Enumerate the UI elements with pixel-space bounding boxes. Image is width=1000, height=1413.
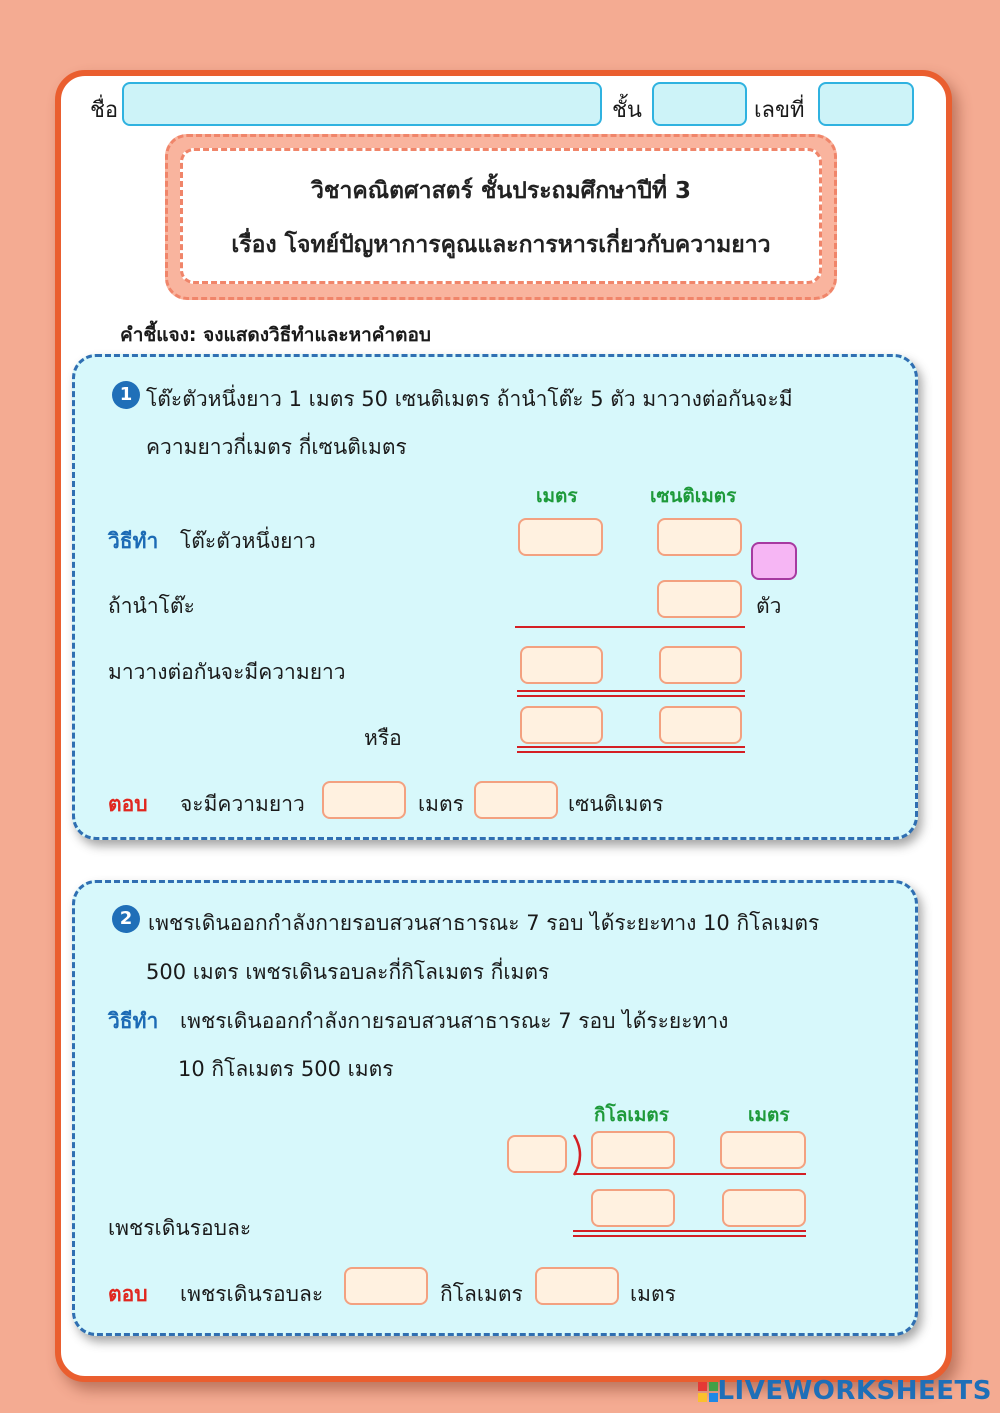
q1-unit-cm-header: เซนติเมตร bbox=[650, 485, 737, 507]
class-input[interactable] bbox=[652, 82, 747, 126]
q1-row4-label: หรือ bbox=[364, 726, 402, 750]
q2-method-label: วิธีทำ bbox=[108, 1009, 159, 1033]
q1-underline bbox=[515, 626, 745, 628]
q1-answer-label: ตอบ bbox=[108, 792, 148, 816]
name-label: ชื่อ bbox=[90, 98, 119, 123]
q2-answer-km-input[interactable] bbox=[344, 1267, 428, 1305]
q2-method-line-1: เพชรเดินออกกำลังกายรอบสวนสาธารณะ 7 รอบ ได้ระยะทาง bbox=[180, 1009, 729, 1033]
q1-alt-cm-input[interactable] bbox=[659, 706, 742, 744]
q2-quotient-meter-input[interactable] bbox=[722, 1189, 806, 1227]
q1-row1-label: โต๊ะตัวหนึ่งยาว bbox=[180, 529, 316, 553]
question-2-box bbox=[72, 880, 918, 1336]
q2-unit-meter-header: เมตร bbox=[748, 1104, 790, 1126]
q2-answer-unit-meter: เมตร bbox=[630, 1282, 676, 1306]
q1-alt-meter-input[interactable] bbox=[520, 706, 603, 744]
q1-unit-meter-header: เมตร bbox=[536, 485, 578, 507]
question-1-line-1: โต๊ะตัวหนึ่งยาว 1 เมตร 50 เซนติเมตร ถ้านำโต๊ะ 5 ตัว มาวางต่อกันจะมี bbox=[146, 387, 793, 411]
question-1-line-2: ความยาวกี่เมตร กี่เซนติเมตร bbox=[146, 435, 407, 459]
q2-division-line bbox=[574, 1173, 806, 1175]
q2-row-label: เพชรเดินรอบละ bbox=[108, 1216, 252, 1240]
q2-method-line-2: 10 กิโลเมตร 500 เมตร bbox=[178, 1057, 394, 1081]
long-division-bracket bbox=[570, 1133, 588, 1177]
q2-answer-unit-km: กิโลเมตร bbox=[440, 1282, 523, 1306]
question-2-line-2: 500 เมตร เพชรเดินรอบละกี่กิโลเมตร กี่เมตร bbox=[146, 960, 550, 984]
q1-double-underline-1 bbox=[517, 690, 745, 697]
question-2-line-1: เพชรเดินออกกำลังกายรอบสวนสาธารณะ 7 รอบ ได้ระยะทาง 10 กิโลเมตร bbox=[148, 911, 820, 935]
class-label: ชั้น bbox=[612, 98, 642, 123]
q1-answer-unit-meter: เมตร bbox=[418, 792, 464, 816]
question-2-number: 2 bbox=[112, 905, 140, 933]
q2-answer-label: ตอบ bbox=[108, 1282, 148, 1306]
q1-answer-unit-cm: เซนติเมตร bbox=[568, 792, 664, 816]
q2-dividend-meter-input[interactable] bbox=[720, 1131, 806, 1169]
q1-row2-label: ถ้านำโต๊ะ bbox=[108, 594, 195, 618]
liveworksheets-brand[interactable]: LIVEWORKSHEETS bbox=[717, 1376, 992, 1406]
q1-table-meter-input[interactable] bbox=[518, 518, 603, 556]
q1-total-meter-input[interactable] bbox=[520, 646, 603, 684]
q1-double-underline-2 bbox=[517, 746, 745, 753]
title-box bbox=[180, 148, 822, 284]
student-number-input[interactable] bbox=[818, 82, 914, 126]
lesson-title: เรื่อง โจทย์ปัญหาการคูณและการหารเกี่ยวกับความยาว bbox=[231, 232, 771, 258]
q1-answer-cm-input[interactable] bbox=[474, 781, 558, 819]
q1-answer-prefix: จะมีความยาว bbox=[180, 792, 305, 816]
q1-row2-unit: ตัว bbox=[756, 594, 782, 618]
subject-title: วิชาคณิตศาสตร์ ชั้นประถมศึกษาปีที่ 3 bbox=[310, 178, 692, 204]
q2-dividend-km-input[interactable] bbox=[591, 1131, 675, 1169]
question-1-number: 1 bbox=[112, 381, 140, 409]
q1-total-cm-input[interactable] bbox=[659, 646, 742, 684]
q2-answer-meter-input[interactable] bbox=[535, 1267, 619, 1305]
q1-row3-label: มาวางต่อกันจะมีความยาว bbox=[108, 660, 346, 684]
q2-unit-km-header: กิโลเมตร bbox=[594, 1104, 669, 1126]
q1-count-input[interactable] bbox=[657, 580, 742, 618]
q2-answer-prefix: เพชรเดินรอบละ bbox=[180, 1282, 324, 1306]
q2-double-underline bbox=[573, 1230, 806, 1237]
question-1-box bbox=[72, 354, 918, 840]
name-input[interactable] bbox=[122, 82, 602, 126]
q1-answer-meter-input[interactable] bbox=[322, 781, 406, 819]
q1-table-cm-input[interactable] bbox=[657, 518, 742, 556]
number-label: เลขที่ bbox=[754, 98, 805, 123]
q2-divisor-input[interactable] bbox=[507, 1135, 567, 1173]
q1-method-label: วิธีทำ bbox=[108, 529, 159, 553]
q1-carry-input[interactable] bbox=[751, 542, 797, 580]
q2-quotient-km-input[interactable] bbox=[591, 1189, 675, 1227]
instruction-text: คำชี้แจง: จงแสดงวิธีทำและหาคำตอบ bbox=[120, 324, 431, 346]
